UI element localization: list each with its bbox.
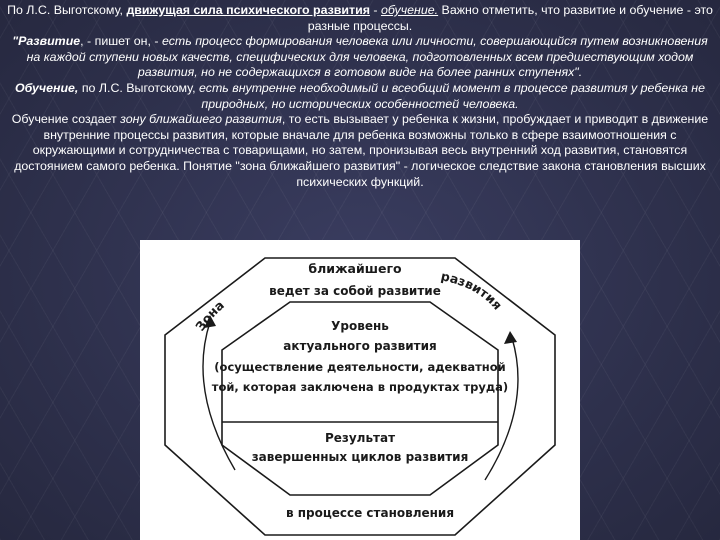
p2-term: "Развитие: [12, 34, 81, 49]
p2-definition: есть процесс формирования человека или личности, совершающийся путем возникновения на каждой ступени новых качеств, специфических для человека, подготовленных всем предшествующим ходом развития, но не содержащихся в готовом виде на более ранних ступенях".: [26, 34, 708, 80]
p1-prefix: По Л.С. Выготскому,: [7, 3, 123, 17]
p4-prefix: Обучение создает: [11, 112, 121, 127]
label-result: Результат: [324, 431, 396, 445]
label-activity-line1: (осуществление деятельности, адекватной: [214, 360, 506, 374]
label-leads-development: ведет за собой развитие: [269, 284, 441, 298]
p1-suffix: Важно отметить, что развитие и обучение - это разные процессы.: [307, 3, 713, 33]
p4-suffix: , то есть вызывает у ребенка к жизни, пробуждает и приводит в движение внутренние процессы развития, которые вначале для ребенка возможны только в сфере взаимоотношения с окружающими и сотрудничества с товарищами, но затем, пронизывая весь внутренний ход развития, становятся достоянием самого ребенка. Понятие "зона ближайшего развития" - логическое следствие закона становления высших психических функций.: [14, 112, 709, 189]
label-actual-development: актуального развития: [283, 339, 437, 353]
outer-octagon: [165, 258, 555, 535]
p1-learning: обучение.: [380, 3, 439, 17]
label-zone: Зона: [192, 297, 227, 334]
paragraph-1: [6, 3, 714, 34]
p4-zone-term: зону ближайшего развития: [120, 112, 282, 127]
paragraph-2: [6, 34, 714, 81]
label-in-formation: в процессе становления: [285, 506, 455, 520]
p1-driving-force: движущая сила психического развития: [126, 3, 370, 17]
label-development: развития: [439, 268, 506, 313]
p3-middle: по Л.С. Выготскому,: [78, 80, 199, 95]
paragraph-3: [6, 81, 714, 112]
p3-definition: есть внутренне необходимый и всеобщий момент в процессе развития у ребенка не природных, но исторических особенностей человека.: [199, 80, 706, 111]
label-nearest: ближайшего: [308, 261, 402, 276]
label-level: Уровень: [331, 319, 389, 333]
label-activity-line2: той, которая заключена в продуктах труда): [211, 380, 509, 394]
zone-diagram: [140, 240, 580, 540]
p3-term: Обучение,: [14, 80, 79, 95]
paragraph-4: [6, 112, 714, 190]
zone-diagram-svg: [140, 240, 580, 540]
label-completed-cycles: завершенных циклов развития: [251, 450, 469, 464]
p1-dash: -: [369, 3, 381, 17]
text-block: [6, 3, 714, 190]
right-arrowhead: [504, 331, 517, 344]
p2-middle: , - пишет он, -: [80, 34, 162, 49]
